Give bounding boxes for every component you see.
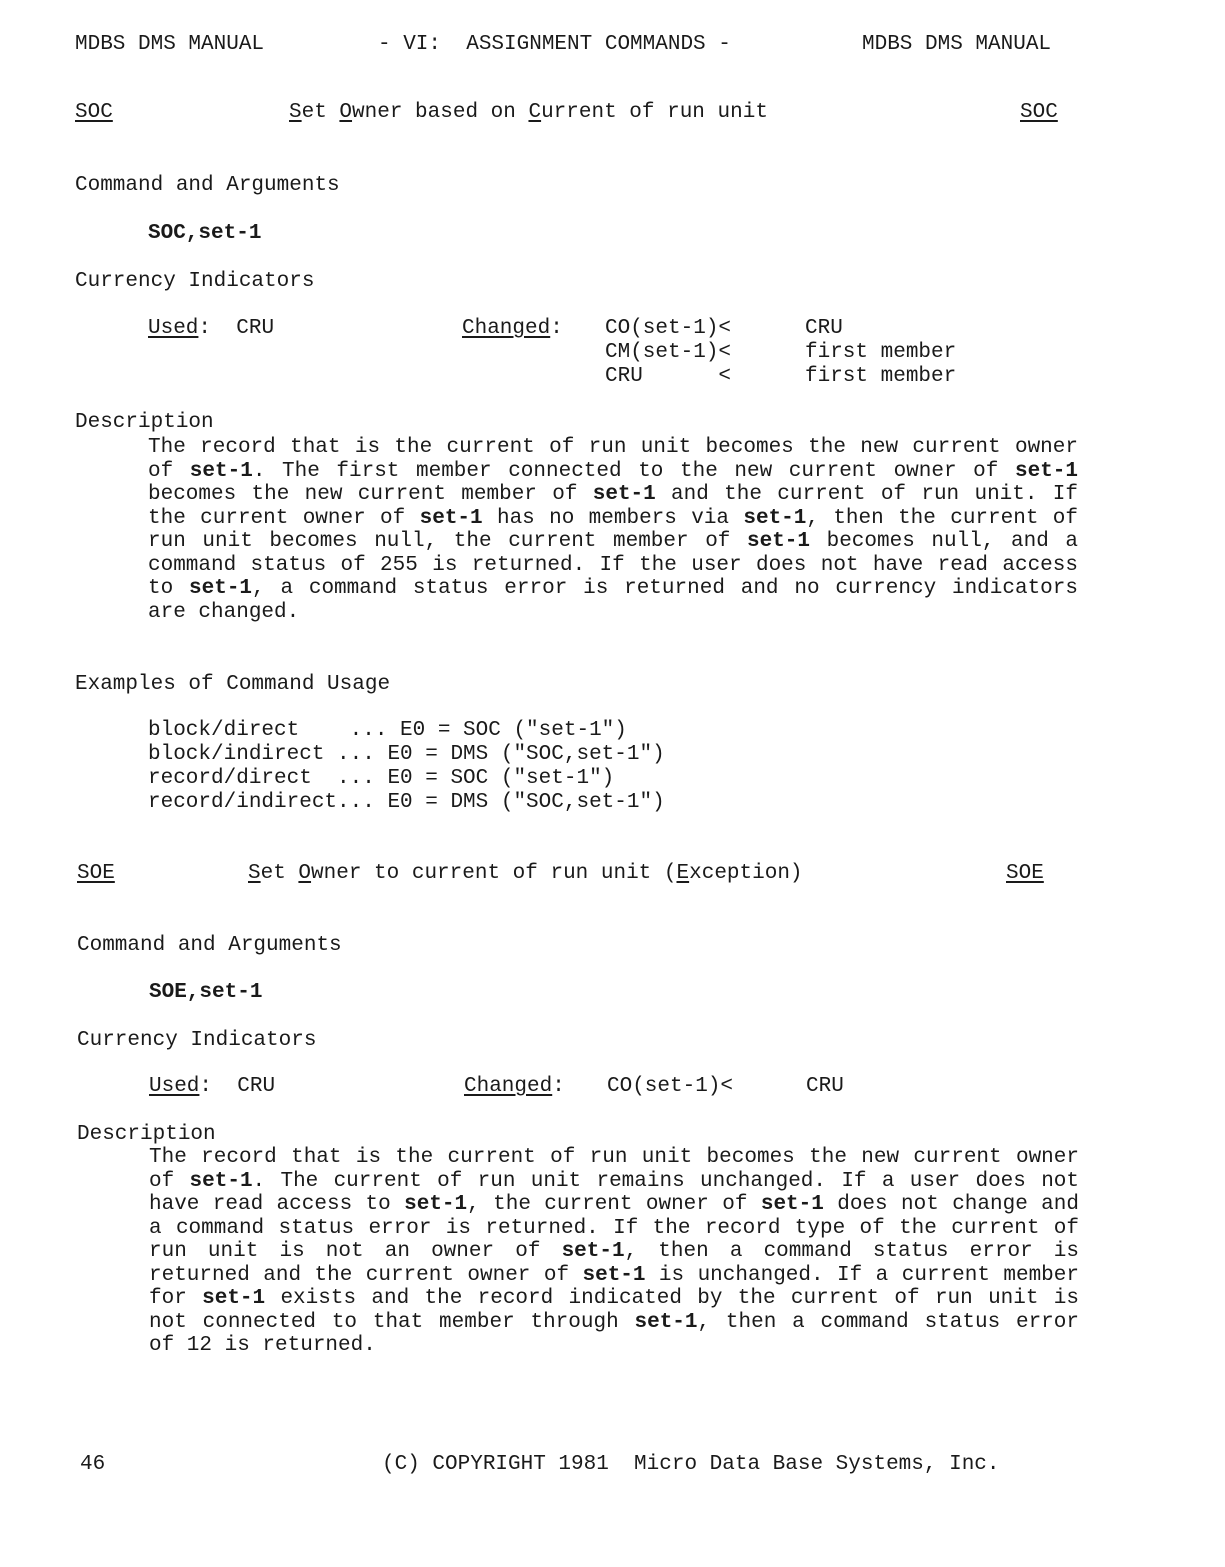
- soc-title: Set Owner based on Current of run unit: [289, 101, 768, 124]
- soc-change-value: first member: [805, 341, 957, 364]
- soc-description-heading: Description: [75, 411, 214, 434]
- soc-change-target: CO(set-1)<: [605, 317, 732, 340]
- soe-change-target: CO(set-1)<: [607, 1075, 734, 1098]
- soc-command-heading: Command and Arguments: [75, 174, 340, 197]
- soc-examples-heading: Examples of Command Usage: [75, 673, 391, 696]
- soe-currency-heading: Currency Indicators: [77, 1029, 317, 1052]
- soc-changed-label: Changed:: [462, 317, 563, 340]
- soe-command-heading: Command and Arguments: [77, 934, 342, 957]
- page-number: 46: [80, 1453, 106, 1476]
- soe-changed-label: Changed:: [464, 1075, 565, 1098]
- soe-used: Used: CRU: [149, 1075, 276, 1098]
- soc-code-left: SOC: [75, 101, 113, 124]
- soc-example-line: record/direct ... E0 = SOC ("set-1"): [148, 767, 615, 790]
- soe-change-value: CRU: [806, 1075, 844, 1098]
- soe-code-right: SOE: [1006, 862, 1044, 885]
- soc-example-line: block/direct ... E0 = SOC ("set-1"): [148, 719, 627, 742]
- soc-description: The record that is the current of run unit becomes the new current owner of set-1. The first member connected to the new current owner of set-1 becomes the new current member of set-1 and the current of run unit. If the current owner of set-1 has no members via set-1, then the current of run unit becomes null, the current member of set-1 becomes null, and a command status of 255 is returned. If the user does not have read access to set-1, a command status error is returned and no currency indicators are changed.: [148, 436, 1079, 624]
- header-right: MDBS DMS MANUAL: [862, 33, 1052, 56]
- soc-example-line: block/indirect ... E0 = DMS ("SOC,set-1"): [148, 743, 665, 766]
- soe-description-heading: Description: [77, 1123, 216, 1146]
- soc-change-value: first member: [805, 365, 957, 388]
- soe-code-left: SOE: [77, 862, 115, 885]
- soc-change-target: CM(set-1)<: [605, 341, 732, 364]
- soc-used: Used: CRU: [148, 317, 275, 340]
- soc-code-right: SOC: [1020, 101, 1058, 124]
- soe-description: The record that is the current of run unit becomes the new current owner of set-1. The current of run unit remains unchanged. If a user does not have read access to set-1, the current owner of set-1 does not change and a command status error is returned. If the record type of the current of run unit is not an owner of set-1, then a command status error is returned and the current owner of set-1 is unchanged. If a current member for set-1 exists and the record indicated by the current of run unit is not connected to that member through set-1, then a command status error of 12 is returned.: [149, 1146, 1080, 1357]
- copyright-notice: (C) COPYRIGHT 1981 Micro Data Base Systems, Inc.: [382, 1453, 1000, 1476]
- header-center: - VI: ASSIGNMENT COMMANDS -: [378, 33, 731, 56]
- soc-currency-heading: Currency Indicators: [75, 270, 315, 293]
- soc-change-target: CRU <: [605, 365, 732, 388]
- soc-command-syntax: SOC,set-1: [148, 222, 262, 245]
- soe-title: Set Owner to current of run unit (Exception): [248, 862, 803, 885]
- soe-command-syntax: SOE,set-1: [149, 981, 263, 1004]
- header-left: MDBS DMS MANUAL: [75, 33, 265, 56]
- soc-change-value: CRU: [805, 317, 843, 340]
- soc-example-line: record/indirect... E0 = DMS ("SOC,set-1"): [148, 791, 665, 814]
